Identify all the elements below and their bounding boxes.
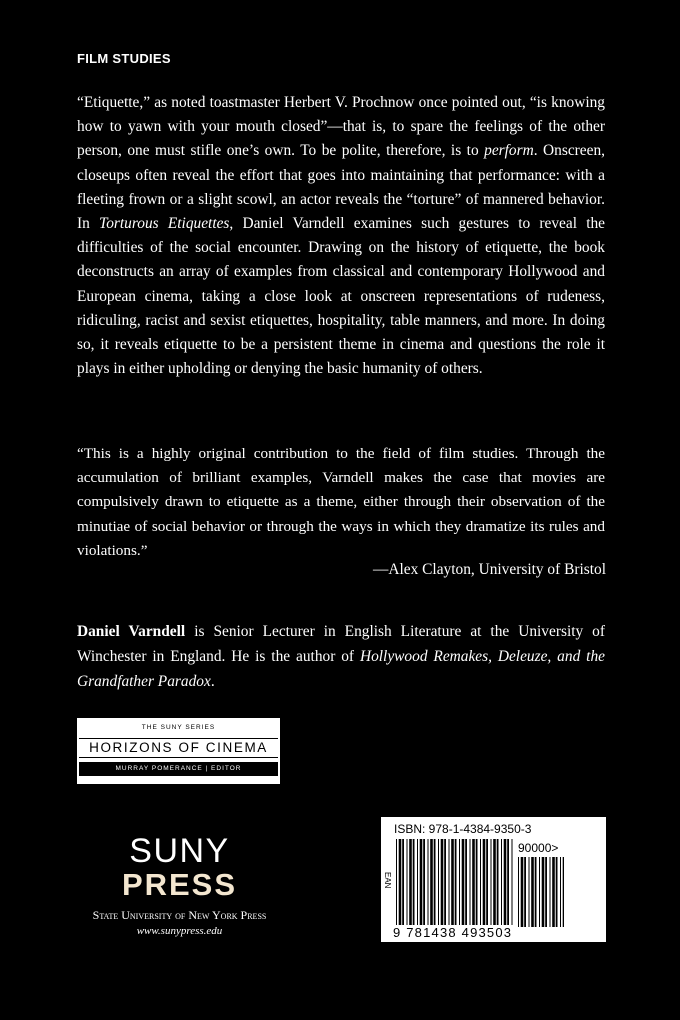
barcode-stripe [441,839,444,925]
description-part-1: “Etiquette,” as noted toastmaster Herbert V. Prochnow once pointed out, “is knowing how to yawn with your mouth closed”—that is, to spare the feelings of the other person, one must stifle one’s own. To be polite, therefore, is to [77,94,605,160]
barcode-stripe [455,839,457,925]
book-description [77,91,605,381]
description-part-3: , Daniel Varndell examines such gestures to reveal the difficulties of the social encounter. Drawing on the history of etiquette, the book deconstructs an array of examples from classical and contemporary Hollywood and European cinema, taking a close look at onscreen representations of rudeness, ridiculing, racist and sexist etiquettes, hospitality, table manners, and more. In doing so, it reveals etiquette to be a persistent theme in cinema and questions the role it plays in either upholding or denying the basic humanity of others. [77,215,606,378]
category-label: FILM STUDIES [77,51,171,66]
barcode-stripe [407,839,408,925]
barcode-stripe [535,857,537,927]
barcode-stripe [529,857,530,927]
barcode-stripe [542,857,545,927]
barcode-stripe [451,839,454,925]
barcode-stripe [501,839,502,925]
barcode-stripe [420,839,423,925]
barcode-stripe [402,839,404,925]
publisher-suny: SUNY [129,832,230,870]
endorsement-quote: “This is a highly original contribution to the field of film studies. Through the accumulation of brilliant examples, Varndell makes the case that movies are compulsively drawn to etiquette as a theme, either through their observation of the minutiae of social behavior or through the ways in which they dramatize its rules and violations.” [77,445,605,559]
bio-text-1: is Senior Lecturer in English Literature at the University of Winchester in England. He is the author of [77,623,605,665]
barcode-stripe [552,857,555,927]
barcode-stripe [476,839,478,925]
endorsement-attribution: —Alex Clayton, University of Bristol [373,561,606,578]
barcode-stripe [434,839,436,925]
barcode-stripe [449,839,450,925]
emphasis-perform: perform [484,142,534,160]
barcode-stripe [444,839,446,925]
author-bio [77,619,605,694]
series-label: THE SUNY SERIES [141,724,216,731]
barcode-stripe [504,839,507,925]
barcode-stripe [480,839,481,925]
series-editor: MURRAY POMERANCE | EDITOR [79,762,278,776]
barcode-stripe [539,857,540,927]
barcode [381,817,606,942]
book-title: Torturous Etiquettes [99,215,230,233]
publisher-full-name: State University of New York Press [92,908,267,922]
barcode-stripe [470,839,471,925]
price-code: 90000> [518,841,559,855]
barcode-stripe [560,857,561,927]
series-logo [77,718,280,784]
barcode-stripe [493,839,496,925]
barcode-stripe [417,839,418,925]
barcode-stripe [423,839,425,925]
barcode-stripe [459,839,460,925]
bio-text-2: . [210,673,215,690]
description-part-2: . Onscreen, closeups often reveal the effort that goes into maintaining that performance: with a fleeting frown or a slight scowl, an actor reveals the “torture” of mannered behavior. In [77,142,606,233]
barcode-stripe [462,839,465,925]
isbn-label: ISBN: 978-1-4384-9350-3 [394,822,532,836]
barcode-stripe [465,839,467,925]
barcode-stripe [518,857,519,927]
ean-label: EAN [383,872,392,889]
publisher-press: PRESS [121,867,238,902]
series-name: HORIZONS OF CINEMA [79,738,278,758]
barcode-stripe [438,839,439,925]
barcode-stripe [409,839,412,925]
barcode-stripe [563,857,564,927]
barcode-number: 9 781438 493503 [393,925,513,940]
barcode-stripe [399,839,402,925]
barcode-stripe [521,857,524,927]
barcode-stripe [497,839,499,925]
barcode-supplement-bars [518,857,564,927]
barcode-stripe [531,857,534,927]
barcode-stripe [486,839,488,925]
barcode-stripe [413,839,415,925]
barcode-stripe [507,839,509,925]
barcode-stripe [472,839,475,925]
other-book-title: Hollywood Remakes, Deleuze, and the Grandfather Paradox [77,648,605,690]
barcode-stripe [550,857,551,927]
barcode-stripe [524,857,526,927]
barcode-stripe [428,839,429,925]
barcode-stripe [396,839,397,925]
barcode-stripe [556,857,558,927]
barcode-stripe [430,839,433,925]
author-name: Daniel Varndell [77,623,186,640]
barcode-stripe [545,857,547,927]
barcode-stripe [491,839,492,925]
publisher-logo [77,834,282,937]
publisher-url: www.sunypress.edu [136,925,223,937]
barcode-stripe [483,839,486,925]
barcode-bars [396,839,514,925]
barcode-stripe [512,839,513,925]
